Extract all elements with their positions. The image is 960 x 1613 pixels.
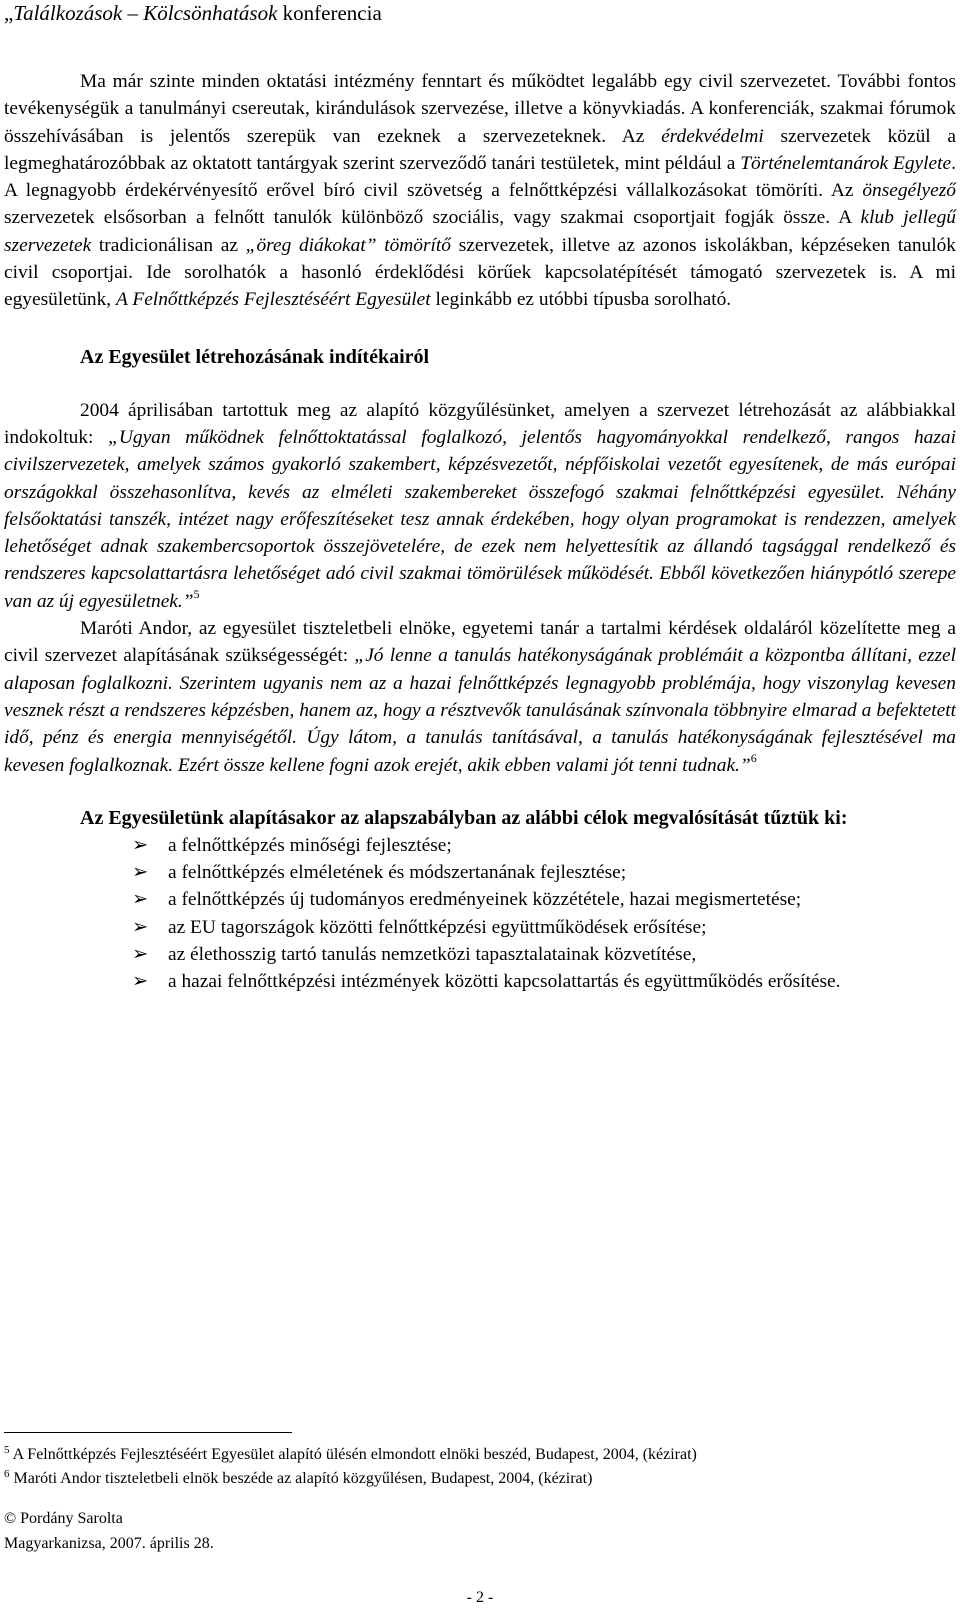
main-text — [4, 68, 956, 996]
header-open-quote: „ — [4, 1, 14, 25]
list-item — [132, 914, 956, 941]
list-item — [132, 968, 956, 995]
list-item — [132, 886, 956, 913]
intro-italic-3: önsegélyező — [862, 180, 956, 202]
intro-italic-2: Történelemtanárok Egylete — [740, 152, 952, 174]
intro-italic-1: érdekvédelmi — [661, 125, 764, 147]
arrow-bullet-icon: ➢ — [132, 944, 149, 966]
maroti-quote: „Jó lenne a tanulás hatékonyságának problémáit a központba állítani, ezzel alaposan foglalkozni. Szerintem ugyanis nem az a hazai felnőttképzés legnagyobb problémája, hogy viszonylag kevesen vesznek részt a rendszeres képzésben, hanem az, hogy a résztvevők tanulásának színvonala többnyire elmarad a befektetett idő, pénz és energia mennyiségétől. Úgy látom, a tanulás tanításával, a tanulás hatékonyságának fejlesztésével ma kevesen foglalkoznak. Ezért össze kellene fogni azok erejét, akik ebben valami jót tenni tudnak.” — [4, 645, 956, 776]
footnote-text: A Felnőttképzés Fejlesztéséért Egyesület alapító ülésén elmondott elnöki beszéd, Budapest, 2004, (kézirat) — [9, 1446, 697, 1463]
header-title-italic: Találkozások – Kölcsönhatások — [13, 1, 278, 25]
intro-italic-4: klub jellegű szervezetek — [4, 207, 957, 256]
footnote-divider — [4, 1432, 292, 1433]
intro-text-1: Ma már szinte minden oktatási intézmény fenntart és működtet legalább egy civil szervezetet. További fontos tevékenységük a tanulmányi csereutak, kirándulások szervezése, illetve a könyvkiadás. A konferenciák, szakmai fórumok összehívásában is jelentős szerepük van ezeknek a szervezeteknek. Az — [4, 71, 956, 147]
intro-italic-5: „öreg diákokat” tömörítő — [245, 234, 451, 256]
author-copyright: © Pordány Sarolta — [4, 1510, 123, 1527]
footnote-number: 5 — [4, 1444, 10, 1456]
goal-text: a felnőttképzés elméletének és módszertanának fejlesztése; — [168, 862, 627, 884]
footnote-5 — [4, 1443, 956, 1467]
list-item — [132, 832, 956, 859]
arrow-bullet-icon: ➢ — [132, 834, 149, 856]
arrow-bullet-icon: ➢ — [132, 862, 149, 884]
footnotes — [4, 1443, 956, 1491]
footnote-ref-6: 6 — [750, 750, 757, 765]
arrow-bullet-icon: ➢ — [132, 916, 149, 938]
signoff — [4, 1506, 214, 1556]
founding-text: 2004 áprilisában tartottuk meg az alapító közgyűlésünket, amelyen a szervezet létrehozását az alábbiakkal indokoltuk: — [4, 399, 956, 448]
intro-text-6: szervezetek, illetve az azonos iskolákban, képzéseken tanulók civil csoportjai. Ide sorolhatók a hasonló érdeklődési körűek kapcsolatépítését támogató szervezetek is. A mi egyesületünk, — [4, 234, 956, 311]
intro-text-2: szervezetek közül a legmeghatározóbbak az oktatott tantárgyak szerint szerveződő tanári testületek, mint például a — [4, 125, 956, 174]
founding-quote: „Ugyan működnek felnőttoktatással foglalkozó, jelentős hagyományokkal rendelkező, rangos hazai civilszervezetek, amelyek számos gyakorló szakembert, képzésvezetőt, népfőiskolai vezetőt egyesítenek, de más európai országokkal összehasonlítva, kevés az elméleti szakembereket összefogó szakmai felnőttképzési egyesület. Néhány felsőoktatási tanszék, intézet nagy erőfeszítéseket tesz annak érdekében, hogy olyan programokat is rendezzen, amelyek lehetőséget adnak szakembercsoportok összejövetelére, de ezek nem helyettesítik az állandó tagsággal rendelkező és rendszeres kapcsolattartásra lehetőséget adó civil szakmai tömörülések működését. Ebből következően hiánypótló szerepe van az új egyesületnek.” — [4, 426, 957, 612]
maroti-text: Maróti Andor, az egyesület tiszteletbeli elnöke, egyetemi tanár a tartalmi kérdések oldaláról közelítette meg a civil szervezet alapításának szükségességét: — [4, 618, 956, 667]
intro-text-4: szervezetek elsősorban a felnőtt tanulók különböző szociális, vagy szakmai csoportjait fogják össze. A — [4, 207, 861, 229]
intro-text-7: leginkább ez utóbbi típusba sorolható. — [430, 289, 732, 311]
section-heading-goals: Az Egyesületünk alapításakor az alapszabályban az alábbi célok megvalósítását tűztük ki: — [80, 806, 848, 829]
section-heading-motives: Az Egyesület létrehozásának indítékairól — [80, 345, 430, 368]
list-item — [132, 941, 956, 968]
running-header — [4, 0, 382, 26]
goal-text: a felnőttképzés minőségi fejlesztése; — [168, 834, 452, 856]
goal-text: a felnőttképzés új tudományos eredményeinek közzététele, hazai megismertetése; — [168, 889, 802, 911]
founding-paragraph — [4, 397, 956, 615]
footnote-text: Maróti Andor tiszteletbeli elnök beszéde az alapító közgyűlésen, Budapest, 2004, (kézirat) — [9, 1470, 593, 1487]
list-item — [132, 859, 956, 886]
intro-italic-6: A Felnőttképzés Fejlesztéséért Egyesület — [116, 289, 431, 311]
header-title-rest: konferencia — [277, 1, 382, 25]
goals-list — [4, 832, 956, 996]
intro-text-5: tradicionálisan az — [91, 234, 246, 256]
goal-text: az élethosszig tartó tanulás nemzetközi tapasztalatainak közvetítése, — [168, 944, 697, 966]
intro-text-3: . A legnagyobb érdekérvényesítő erővel bíró civil szövetség a felnőttképzési vállalkozásokat tömöríti. Az — [4, 152, 956, 202]
goal-text: a hazai felnőttképzési intézmények közötti kapcsolattartás és együttműködés erősítése. — [168, 971, 841, 993]
goal-text: az EU tagországok közötti felnőttképzési együttműködések erősítése; — [168, 916, 707, 938]
place-date: Magyarkanizsa, 2007. április 28. — [4, 1535, 214, 1552]
intro-paragraph — [4, 68, 956, 314]
footnote-6 — [4, 1467, 956, 1491]
arrow-bullet-icon: ➢ — [132, 889, 149, 911]
page-number: - 2 - — [466, 1589, 494, 1606]
arrow-bullet-icon: ➢ — [132, 971, 149, 993]
footnote-ref-5: 5 — [193, 586, 200, 601]
footnote-number: 6 — [4, 1468, 10, 1480]
maroti-paragraph — [4, 615, 956, 779]
